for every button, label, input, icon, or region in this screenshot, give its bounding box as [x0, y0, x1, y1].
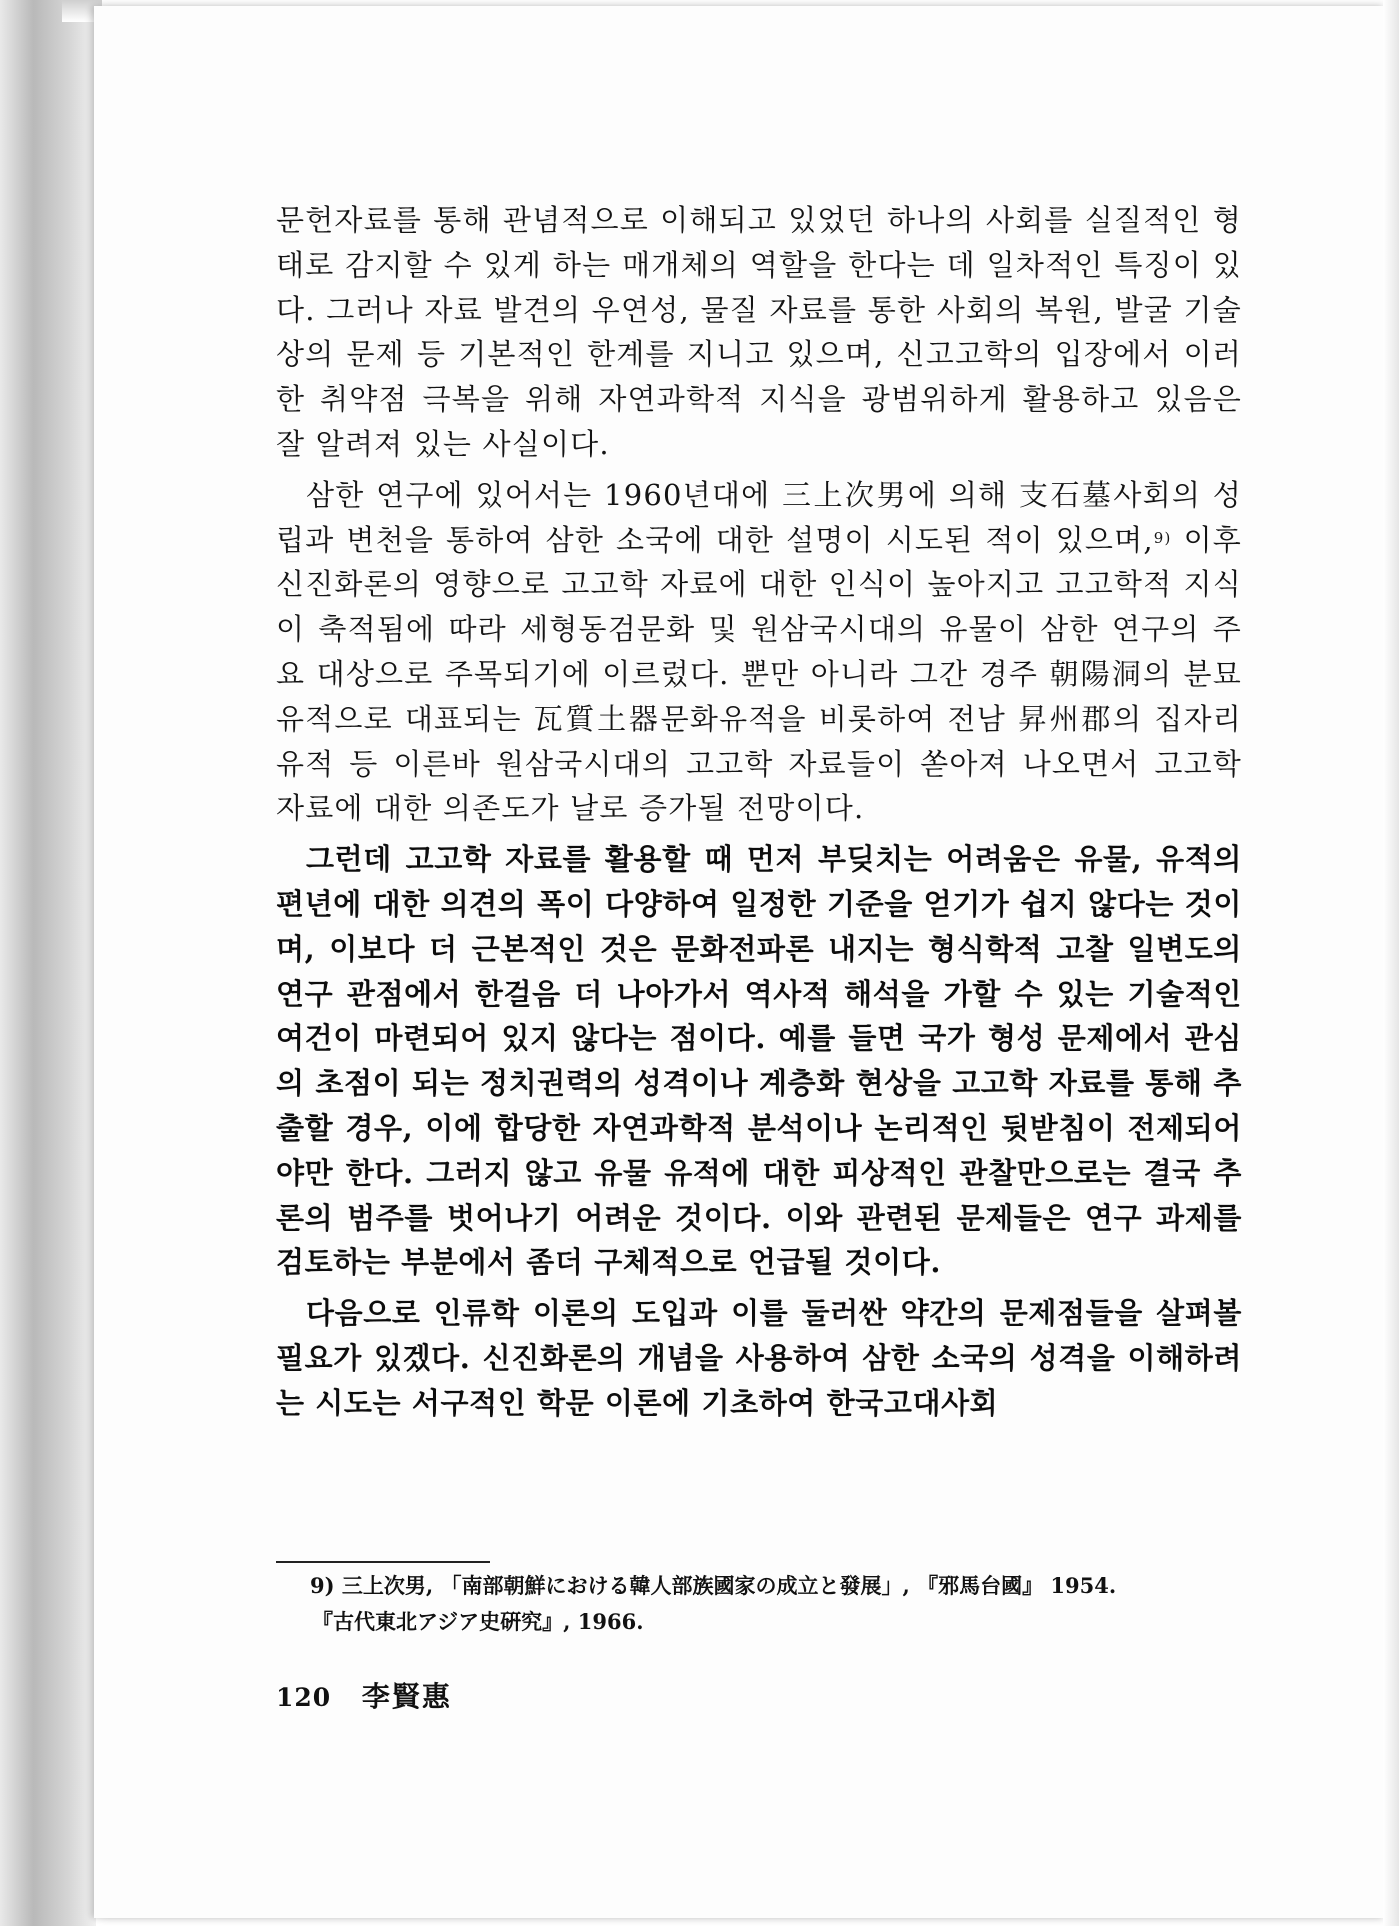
footnote-line-1: 9) 三上次男, 「南部朝鮮における韓人部族國家の成立と發展」, 『邪馬台國』 1954. — [310, 1573, 1117, 1598]
paragraph-1: 문헌자료를 통해 관념적으로 이해되고 있었던 하나의 사회를 실질적인 형태로 감지할 수 있게 하는 매개체의 역할을 한다는 데 일차적인 특징이 있다. 그러나 자료 발견의 우연성, 물질 자료를 통한 사회의 복원, 발굴 기술상의 문제 등 기본적인 한계를 지니고 있으며, 신고고학의 입장에서 이러한 취약점 극복을 위해 자연과학적 지식을 광범위하게 활용하고 있음은 잘 알려져 있는 사실이다. — [276, 203, 1242, 461]
footnote-reference[interactable]: 9) — [1153, 528, 1172, 547]
footnote-divider — [276, 1561, 490, 1563]
paragraph-2-text-after: 이후 신진화론의 영향으로 고고학 자료에 대한 인식이 높아지고 고고학적 지식이 축적됨에 따라 세형동검문화 및 원삼국시대의 유물이 삼한 연구의 주요 대상으로 주목되기에 이르렀다. 뿐만 아니라 그간 경주 朝陽洞의 분묘 유적으로 대표되는 瓦質土器문화유적을 비롯하여 전남 昇州郡의 집자리 유적 등 이른바 원삼국시대의 고고학 자료들이 쏟아져 나오면서 고고학 자료에 대한 의존도가 날로 증가될 전망이다. — [276, 522, 1242, 826]
footnote-line-2: 『古代東北アジア史硏究』, 1966. — [312, 1609, 644, 1634]
page-right-shadow — [1383, 0, 1399, 1926]
paragraph-3: 그런데 고고학 자료를 활용할 때 먼저 부딪치는 어려움은 유물, 유적의 편년에 대한 의견의 폭이 다양하여 일정한 기준을 얻기가 쉽지 않다는 것이며, 이보다 더 근본적인 것은 문화전파론 내지는 형식학적 고찰 일변도의 연구 관점에서 한걸음 더 나아가서 역사적 해석을 가할 수 있는 기술적인 여건이 마련되어 있지 않다는 점이다. 예를 들면 국가 형성 문제에서 관심의 초점이 되는 정치권력의 성격이나 계층화 현상을 고고학 자료를 통해 추출할 경우, 이에 합당한 자연과학적 분석이나 논리적인 뒷받침이 전제되어야만 한다. 그러지 않고 유물 유적에 대한 피상적인 관찰만으로는 결국 추론의 범주를 벗어나기 어려운 것이다. 이와 관련된 문제들은 연구 과제를 검토하는 부분에서 좀더 구체적으로 언급될 것이다. — [276, 842, 1242, 1280]
paragraph-2 — [276, 473, 1242, 831]
paragraph-4: 다음으로 인류학 이론의 도입과 이를 둘러싼 약간의 문제점들을 살펴볼 필요가 있겠다. 신진화론의 개념을 사용하여 삼한 소국의 성격을 이해하려는 시도는 서구적인 학문 이론에 기초하여 한국고대사회 — [276, 1296, 1242, 1420]
body-text — [276, 198, 1242, 1432]
footnote-9 — [310, 1568, 1270, 1640]
page-number: 120 — [276, 1683, 332, 1712]
paragraph-2-text-before: 삼한 연구에 있어서는 1960년대에 三上次男에 의해 支石墓사회의 성립과 변천을 통하여 삼한 소국에 대한 설명이 시도된 적이 있으며, — [276, 477, 1242, 557]
book-spine-edge — [0, 0, 96, 1926]
page-footer — [276, 1675, 452, 1715]
author-name: 李賢惠 — [361, 1680, 452, 1713]
